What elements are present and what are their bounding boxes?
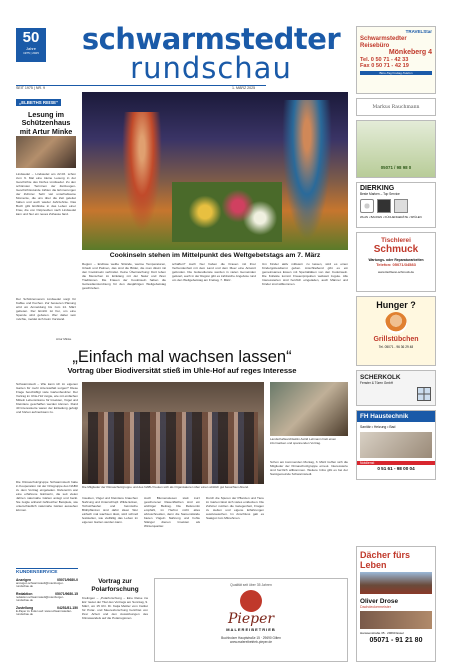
dierking-name: DIERKING [360,185,395,192]
travel-logo: TRAVELStar [405,29,432,34]
speaker-caption: Landschaftsarchitektin Astrid Lehmann hielt einen informativen und spannenden Vortrag. [270,438,337,445]
grill-ad [356,296,436,366]
dierking-sub: Beste Marken – Top Service [360,192,400,196]
painter-ad [154,578,348,662]
speaker-photo [270,382,348,436]
painter-tagline: Qualität seit über 35 Jahren [230,583,272,587]
notdienst-phone[interactable]: 0 51 61 - 98 00 04 [377,466,415,471]
main-subhead: Vortrag über Biodiversität stieß im Uhle-Hof auf reges Interesse [67,366,297,375]
grill-phone[interactable]: Tel. 05071 - 96 36 29 48 [378,345,414,349]
photo-flowers [172,182,282,242]
painter-url[interactable]: www.malereibetrieb-pieper.de [230,640,272,644]
masthead-title [56,22,366,85]
travel-hours: Büro-Tag Freitag-Telefon [360,71,432,75]
issue-date: 1. MÄRZ 2025 [232,86,256,90]
notdienst-label: Notdienst [357,461,435,465]
tischlerei-word: Tischlerei [381,237,411,244]
top-story-col2: schaffen? Auch hier haben die Frauen mit ihrer Verbundenheit mit dem Land und dem Meer eine Antwort gefunden. Die Gottesdienste werden in vielen Gemeinden gefeiert, auch in der Region gibt es zahlreiche Angebote rund um den Weltgebetstag am Freitag, 7. März. [172,262,256,282]
group-photo-caption: Die Mitglieder der Klimaschutzgruppe und des NABU freuten sich als Organisatoren über einen wirklich gut besuchten Abend. [82,486,249,489]
left-body-2: Der Schützenverein Lindwedel sorgt für Kaffee und Kuchen. Zur besseren Planung wird um Anmeldung bis zum 14. März gebeten. Der Eintritt ist frei, um eine Spende wird gebeten. Wer dabei sein möchte, meldet sich beim Vorstand. [16,297,76,321]
roofer-sub: Dachdeckermeister [360,605,391,609]
painter-sub: MALEREIBETRIEB [226,627,276,632]
travel-street: Mönkeberg 4 [388,49,432,57]
service-label: Zustellung [16,605,34,610]
badge-number: 50 [22,29,40,46]
main-body-2: Die Klimaschutzgruppe Schwarmstedt hatte in Kooperation mit der Ortsgruppe des NABU zu dem Vortrag eingeladen. Referentin war eine erfahrene Gärtnerin, die seit vielen Jahren naturnahe Gärten anlegt und berät. Sie zeigte anhand zahlreicher Beispiele, wie unterschiedlich naturnahe Gärten aussehen können. [16,480,78,512]
travel-fax: Fax 0 50 71 - 42 19 [360,63,409,70]
roofer-address: Hanssenstraße 35 · 29690 Essel [360,631,404,635]
plants-phone[interactable]: 05071 / 98 98 0 [380,165,412,170]
roofer-ad [356,546,436,662]
hunger-text: Hunger ? [376,300,416,310]
top-story-col1: Region – Endlose weiße Strände, warme Temperaturen, Urlaub und Palmen, das sind die Bilder, die man direkt mit den Cookinseln verbindet. Keine Überraschung: Dort leben die Menschen im Einklang mit der Natur und ihren Traditionen. Die Frauen der Cookinseln haben die Gottesdienstordnung für den diesjährigen Weltgebetstag geschrieben. [82,262,166,290]
tischlerei-ad [356,232,436,292]
service-anzeigen [16,578,78,589]
roofer-name: Oliver Drose [360,598,399,605]
travel-ad [356,26,436,94]
dierking-ad [356,182,436,228]
grill-name: Grillstübchen [373,336,419,343]
main-body-1: Schwarmstedt – Wie kann ich im eigenen Garten für mehr Artenvielfalt sorgen? Diese Frage beschäftigt viele Gartenbesitzer. Der Vortrag im Uhle-Hof zeigte, wie mit einfachen Mitteln Lebensräume für Insekten, Vögel und Kleintiere geschaffen werden können. Rund 40 Interessierte waren der Einladung gefolgt und hörten aufmerksam zu. [16,382,78,414]
service-label: Anzeigen [16,578,32,582]
travel-name: Schwarmstedter Reisebüro [360,36,407,49]
reuter-name: Markus Rauchmann [372,105,420,110]
washer-icon [360,199,374,213]
scherkolk-sub: Fenster & Türen GmbH [360,381,394,385]
photo-figure-right [282,100,332,240]
haustechnik-ad [356,410,436,480]
service-label: Redaktion [16,591,33,596]
tischlerei-name: Schmuck [373,244,419,255]
travel-phone[interactable]: Tel. 0 50 71 - 42 33 [360,57,409,64]
left-body-1: Lindwedel – Lindwedel am 22.03. schon zum 9. Mal eine kleine Lesung in der Geschichte des Dorfes Lindwedel. Zu den schönsten Terminen der Zeitzeugen-Geschichtsstunde zählen die Erinnerungen der Zuhörer. Sehr viel unterhaltsame Momente, die uns über die Zeit geleitet haben und auch wieder Jahrzehnte. Das Buch gibt Einblicke in das Leben einer Frau, die von Ostpreußen nach Lindwedel kam und hier ein neues Zuhause fand. [16,172,76,216]
tischlerei-phone[interactable]: Telefon: 05071/34583 [376,262,416,267]
main-body-5: Durch die Spuren der Pflanzen und Tiere im Garten lässt sich vieles entdecken. Die Zuhörer nutzten die Gelegenheit, Fragen zu stellen und eigene Erfahrungen auszutauschen. Im Anschluss gab es Saatgut zum Mitnehmen. [206,496,264,520]
main-body-4: Auch Blumenwiesen statt kurz geschorener Rasenflächen sind ein wichtiger Beitrag. Die Referentin empfahl, im Herbst nicht alles abzuschneiden, denn die Samenstände bieten Vögeln Nahrung und hohle Stängel dienen Insekten als Winterquartier. [144,496,200,528]
service-phone[interactable]: 05071/9680-15 [55,591,78,596]
painter-logo-circle [240,590,262,612]
badge-years: 1975 | 2025 [23,51,39,55]
group-photo-people [88,412,258,484]
masthead-title-line1: schwarmstedter [81,22,341,56]
dierking-items: WLAN • BACKEN • KÜCHENGERÄTE • SPÜLEN [360,215,422,219]
roof-slogan-2: Leben [360,560,387,570]
polar-body: Krelingen – „Polarforschung – Eine Reise ins Eis“ lautet der Titel des Vortrags am Sonntag, 9. März, um 15 Uhr. Dr. Katja Mettler vom Institut für Polar- und Meeresforschung berichtet von ihrer Arbeit und den Auswirkungen des Klimawandels auf die Polarregionen. [82,596,148,620]
left-headline: Lesung im Schützenhaus mit Artur Minke [19,110,73,136]
cook-islands-photo [82,92,348,250]
haustechnik-items: Sanitär • Heizung • Bad [360,425,396,429]
roof-slogan-1: Dächer fürs [360,550,411,560]
window-icon [417,387,431,401]
reuter-ad [356,98,436,116]
bath-photo [360,432,432,458]
roof-photo-2 [360,611,432,629]
group-photo [82,382,264,484]
service-mail[interactable]: E-Paper zu finden auf: www.schwarmstedter-rundschau.de [16,608,72,617]
service-phone[interactable]: 04251/81-150 [57,605,78,610]
main-headline: „Einfach mal wachsen lassen“ [72,348,292,366]
badge-sub: Jahre [25,46,36,51]
main-body-3: Insekten, Vögel und Kleintiere brauchen Nahrung und Unterschlupf. Wilde Ecken, Totholzhaufen und heimische Blühpflanzen sind dafür ideal. Wer einfach mal wachsen lässt, wird schnell feststellen, wie vielfältig das Leben im eigenen Garten werden kann. [82,496,138,524]
polar-headline: Vortrag zur Polarforschung [91,578,139,593]
plants-ad [356,120,436,178]
service-zustellung [16,606,78,617]
service-phone[interactable]: 05071/9680-0 [57,578,78,582]
author-photo [16,136,76,168]
fridge-icon [394,199,408,213]
chef-icon [385,312,407,334]
masthead-title-line2: rundschau [130,51,292,85]
tischlerei-service: Wartungs- oder Reparaturarbeiten [368,258,424,262]
scherkolk-ad [356,370,436,406]
appliance-icons [357,196,435,213]
service-mail[interactable]: redaktion.schwarmstedt@rotenburger-rundschau.de [16,594,64,603]
top-story-col3: Um Kinder aktiv mitfeiern zu lassen, wird es einen Kindergottesdienst geben. Anschließend gibt es ein gemeinsames Essen mit Spezialitäten von den Cookinseln. Die Kollekte kommt Frauenprojekten weltweit zugute. Alle Interessierten sind herzlich eingeladen, auch Männer und Kinder sind willkommen. [262,262,348,286]
photo-figure-left [122,112,162,232]
roof-photo [360,572,432,594]
service-title: KUNDENSERVICE [16,570,58,575]
haustechnik-name: FH Haustechnik [357,411,435,422]
painter-name: Pieper [227,611,275,627]
anniversary-badge [16,28,46,62]
roofer-phone[interactable]: 05071 - 91 21 80 [369,637,423,644]
service-redaktion [16,592,78,603]
issue-number: SEIT 1975 | NR. 9 [16,86,46,90]
top-story-caption: Cookinseln stehen im Mittelpunkt des Weltgebetstags am 7. März [109,252,321,259]
main-right-body: Schon am kommenden Montag, 3. März treffen sich die Mitglieder der Klimaschutzgruppe erneut. Interessierte sind herzlich willkommen. Weitere Infos gibt es bei der Samtgemeinde Schwarmstedt. [270,460,348,476]
oven-icon [377,199,391,213]
painter-address: Buchholzer Hauptstraße 15 · 29690 Gilten [221,636,281,640]
service-list [16,578,78,616]
section-tag: „ELBETHS REISE“ [16,99,61,106]
tischlerei-url[interactable]: www.tischlerei-schmuck.de [377,270,414,274]
left-sign: Artur Minke [56,337,72,341]
scherkolk-name: SCHERKOLK [360,374,401,381]
service-mail[interactable]: anzeigen.schwarmstedt@rotenburger-rundschau.de [16,581,64,589]
